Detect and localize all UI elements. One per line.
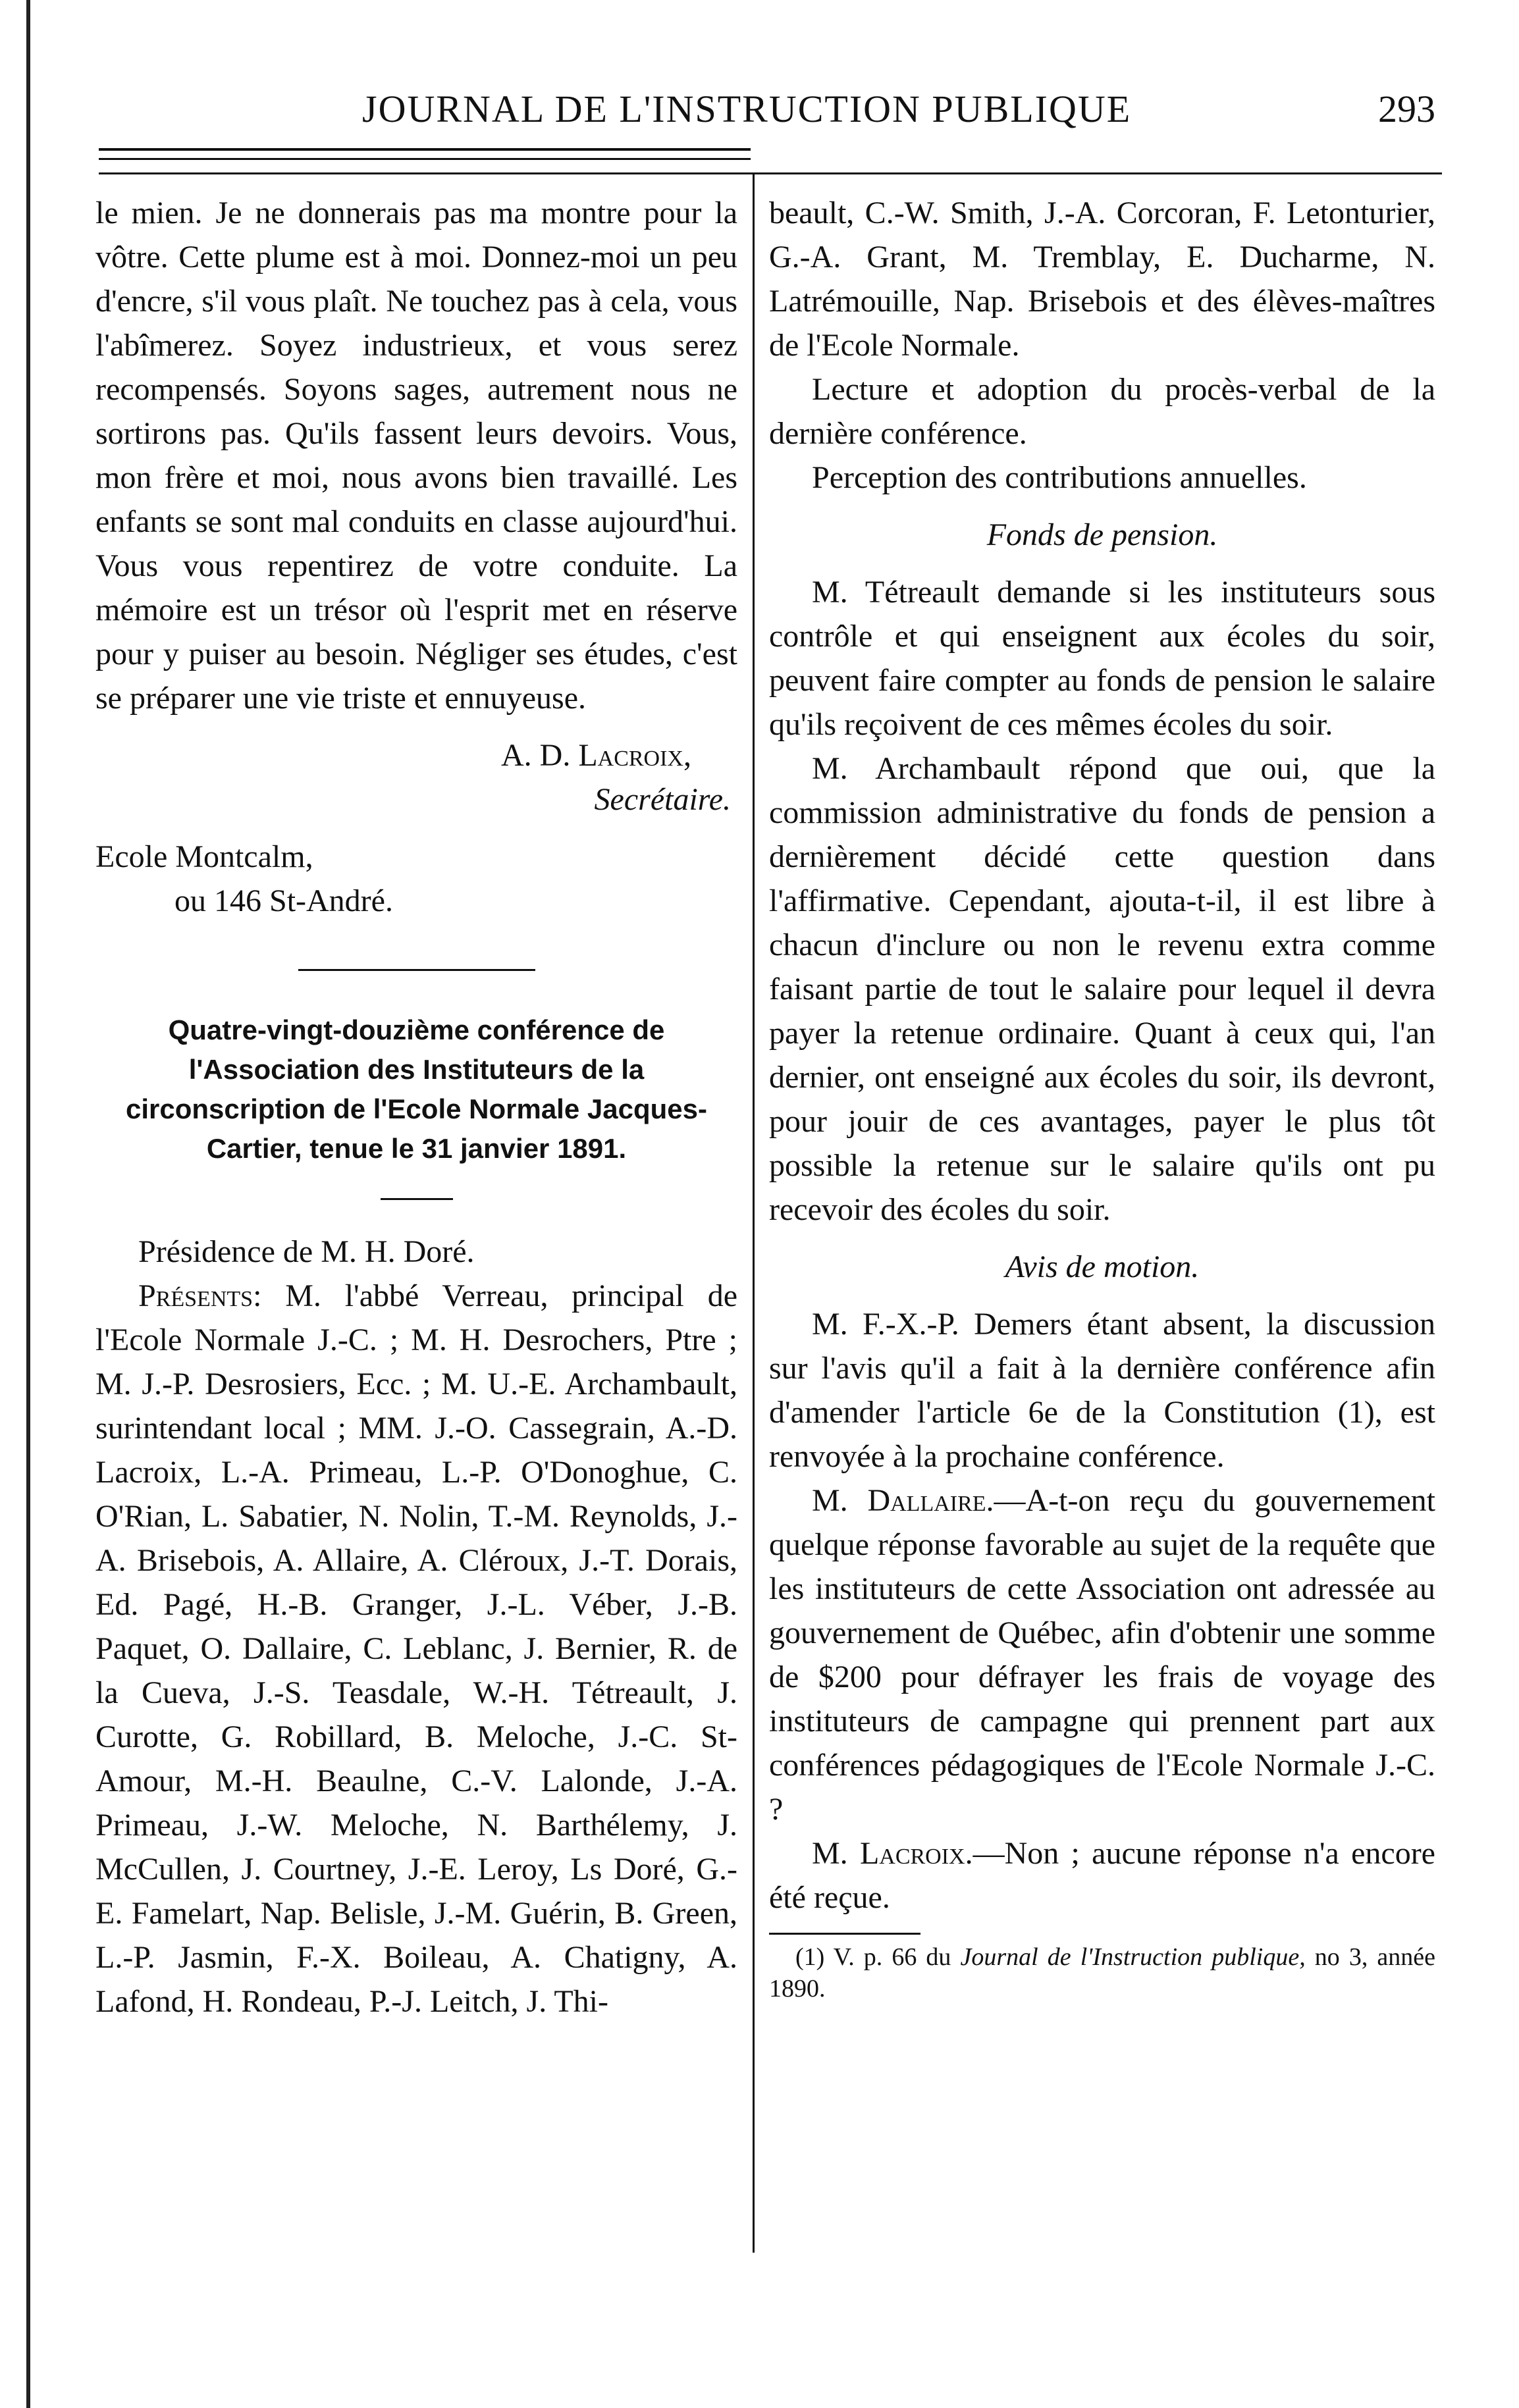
signature-name: A. D. Lacroix, — [501, 738, 691, 773]
header-rule-bottom — [99, 172, 1442, 174]
page-edge-bar — [26, 0, 30, 2408]
dallaire-text: —A-t-on reçu du gouvernement quelque réponse favorable au sujet de la requête que les instituteurs de cette Association ont adressée au gouvernement de Québec, afin d'obtenir une somme de $200 pour défrayer les frais de voyage des instituteurs de campagne qui prennent part aux conférences pédagogiques de l'Ecole Normale J.-C. ? — [769, 1483, 1435, 1827]
paragraph-attendees-continued: beault, C.-W. Smith, J.-A. Corcoran, F. Letonturier, G.-A. Grant, M. Tremblay, E. Ducharme, N. Latrémouille, Nap. Brisebois et des élèves-maîtres de l'Ecole Normale. — [769, 196, 1435, 363]
paragraph-archambault: M. Archambault répond que oui, que la commission administrative du fonds de pension a dernièrement décidé cette question dans l'affirmative. Cependant, ajouta-t-il, il est libre à chacun d'inclure ou non le revenu extra comme faisant partie de tout le salaire pour lequel il devra payer la retenue ordinaire. Quant à ceux qui, l'an dernier, ont enseigné aux écoles du soir, ils devront, pour jouir de ces avantages, payer le plus tôt possible la retenue sur le salaire qu'ils ont pu recevoir des écoles du soir. — [769, 751, 1435, 1227]
footnote-suffix: no 3, année 1890. — [769, 1943, 1436, 2002]
paragraph-demers: M. F.-X.-P. Demers étant absent, la discussion sur l'avis qu'il a fait à la dernière conférence afin d'amender l'article 6e de la Constitution (1), est renvoyée à la prochaine conférence. — [769, 1307, 1435, 1474]
footnote-prefix: (1) V. p. 66 du — [795, 1943, 951, 1971]
section-head-avis: Avis de motion. — [1005, 1249, 1200, 1284]
paragraph-lecture: Lecture et adoption du procès-verbal de la dernière conférence. — [769, 372, 1435, 451]
paragraph-tetreault: M. Tétreault demande si les instituteurs sous contrôle et qui enseignent aux écoles du soir, peuvent faire compter au fonds de pension le salaire qu'ils reçoivent de ces mêmes écoles du soir. — [769, 575, 1435, 742]
page-header — [86, 87, 1442, 140]
heading-divider — [381, 1198, 453, 1200]
running-head: JOURNAL DE L'INSTRUCTION PUBLIQUE — [362, 88, 1132, 130]
page-number: 293 — [1378, 88, 1435, 130]
presents-text: : M. l'abbé Verreau, principal de l'Ecole Normale J.-C. ; M. H. Desrochers, Ptre ; M. J.-P. Desrosiers, Ecc. ; M. U.-E. Archambault, surintendant local ; MM. J.-O. Cassegrain, A.-D. Lacroix, L.-A. Primeau, L.-P. O'Donoghue, C. O'Rian, L. Sabatier, N. Nolin, T.-M. Reynolds, J.-A. Brisebois, A. Allaire, A. Cléroux, J.-T. Dorais, Ed. Pagé, H.-B. Granger, J.-L. Véber, J.-B. Paquet, O. Dallaire, C. Leblanc, J. Bernier, R. de la Cueva, J.-S. Teasdale, W.-H. Tétreault, J. Curotte, G. Robillard, B. Meloche, J.-C. St-Amour, M.-H. Beaulne, C.-V. Lalonde, J.-A. Primeau, J.-W. Meloche, N. Barthélemy, J. McCullen, J. Courtney, J.-E. Leroy, Ls Doré, G.-E. Famelart, Nap. Belisle, J.-M. Guérin, B. Green, L.-P. Jasmin, F.-X. Boileau, A. Chatigny, A. Lafond, H. Rondeau, P.-J. Leitch, J. Thi- — [95, 1278, 737, 2019]
left-column — [95, 191, 737, 2024]
header-rule-middle — [99, 158, 751, 160]
presents-label: Présents — [138, 1278, 253, 1313]
speaker-dallaire: M. Dallaire. — [812, 1483, 994, 1518]
right-column — [769, 191, 1435, 2004]
presents-paragraph — [95, 1274, 737, 2024]
lacroix-text: —Non ; aucune réponse n'a encore été reçue. — [769, 1836, 1435, 1915]
section-head-fonds: Fonds de pension. — [986, 517, 1218, 552]
header-rule-top — [99, 148, 751, 151]
paragraph-perception: Perception des contributions annuelles. — [812, 460, 1307, 495]
speaker-lacroix: M. Lacroix. — [812, 1836, 973, 1871]
paragraph-exercises: le mien. Je ne donnerais pas ma montre pour la vôtre. Cette plume est à moi. Donnez-moi un peu d'encre, s'il vous plaît. Ne touchez pas à cela, vous l'abîmerez. Soyez industrieux, et vous serez recompensés. Soyons sages, autrement nous ne sortirons pas. Qu'ils fassent leurs devoirs. Vous, mon frère et moi, nous avons bien travaillé. Les enfants se sont mal conduits en classe aujourd'hui. Vous vous repentirez de votre conduite. La mémoire est un trésor où l'esprit met en réserve pour y puiser au besoin. Négliger ses études, c'est se préparer une vie triste et ennuyeuse. — [95, 196, 737, 716]
paragraph-dallaire — [769, 1479, 1435, 1831]
footnote-rule — [769, 1933, 920, 1935]
footnote-journal: Journal de l'Instruction publique, — [960, 1943, 1306, 1971]
signature-role: Secrétaire. — [594, 782, 731, 817]
conference-heading: Quatre-vingt-douzième conférence de l'Association des Instituteurs de la circonscription de l'Ecole Normale Jacques-Cartier, tenue le 31 janvier 1891. — [126, 1014, 707, 1164]
address-line-2: ou 146 St-André. — [174, 883, 393, 918]
section-divider — [298, 969, 535, 971]
paragraph-lacroix — [769, 1831, 1435, 1920]
presidence-line: Présidence de M. H. Doré. — [138, 1234, 475, 1269]
column-divider — [753, 172, 755, 2253]
footnote — [769, 1941, 1435, 2004]
address-line-1: Ecole Montcalm, — [95, 839, 313, 874]
